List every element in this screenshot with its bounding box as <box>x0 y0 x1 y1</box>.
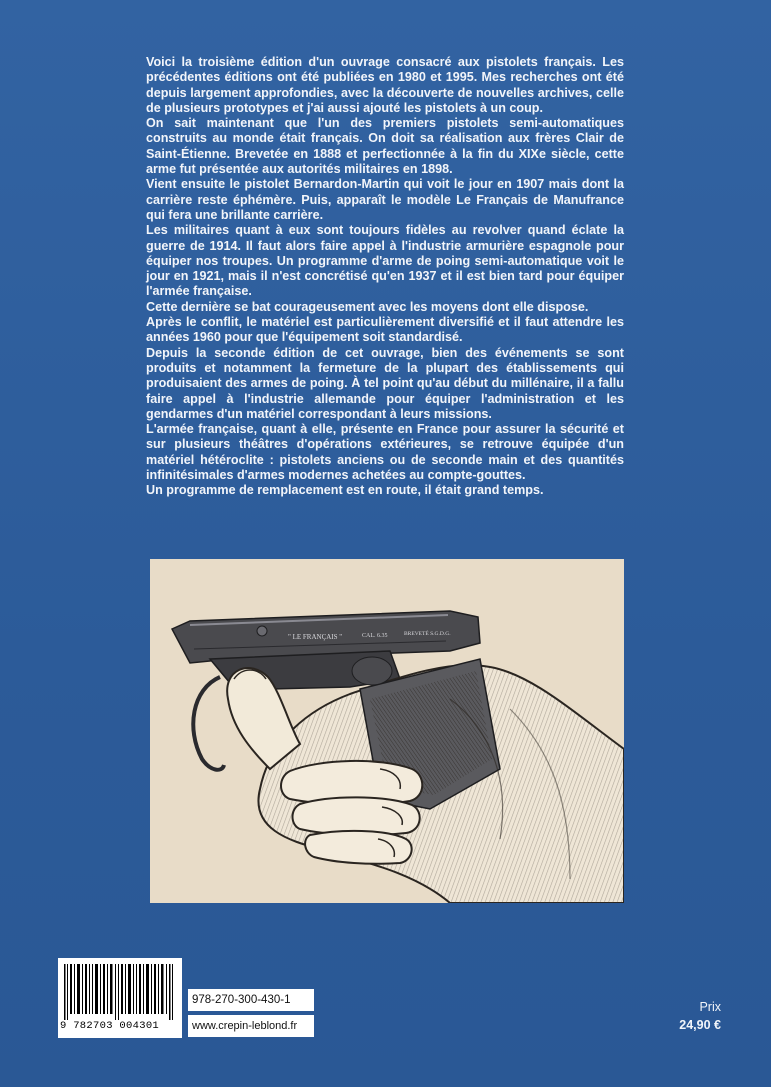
blurb-paragraph: Cette dernière se bat courageusement avec les moyens dont elle dispose. <box>146 299 589 314</box>
publisher-website: www.crepin-leblond.fr <box>188 1015 314 1037</box>
barcode <box>58 958 182 1038</box>
blurb-paragraph: Après le conflit, le matériel est particulièrement diversifié et il faut attendre les années 1960 pour que l'équipement soit standardisé. <box>146 315 624 345</box>
blurb-paragraph: Vient ensuite le pistolet Bernardon-Martin qui voit le jour en 1907 mais dont la carrière reste éphémère. Puis, apparaît le modèle Le Français de Manufrance qui fera une brillante carrière. <box>146 177 624 222</box>
blurb-paragraph: Depuis la seconde édition de cet ouvrage, bien des événements se sont produits et notamment la fermeture de la plupart des établissements qui produisaient des armes de poing. À tel point qu'au début du millénaire, il a fallu faire appel à l'industrie allemande pour équiper l'administration et les gendarmes d'un matériel correspondant à leurs missions. <box>146 345 624 421</box>
blurb-paragraph: L'armée française, quant à elle, présente en France pour assurer la sécurité et sur plusieurs théâtres d'opérations extérieures, se retrouve équipée d'un matériel hétéroclite : pistolets anciens ou de seconde main et des quantités infinitésimales d'armes modernes achetées au compte-gouttes. <box>146 422 624 483</box>
blurb-paragraph: Les militaires quant à eux sont toujours fidèles au revolver quand éclate la guerre de 1914. Il faut alors faire appel à l'industrie armurière espagnole pour équiper nos troupes. Un programme d'arme de poing semi-automatique voit le jour en 1921, mais il n'est concrétisé qu'en 1937 et il est bien tard pour équiper l'armée française. <box>146 223 624 299</box>
pistol-engraving <box>150 559 624 903</box>
slide-engraving: " LE FRANÇAIS " <box>288 633 343 641</box>
back-cover-blurb <box>146 55 624 499</box>
hand-holding-pistol-illustration <box>150 559 624 903</box>
blurb-paragraph: On sait maintenant que l'un des premiers pistolets semi-automatiques construits au monde était français. On doit sa réalisation aux frères Clair de Saint-Étienne. Brevetée en 1888 et perfectionnée à la fin du XIXe siècle, cette arme fut présentée aux autorités militaires en 1898. <box>146 116 624 177</box>
blurb-paragraph: Voici la troisième édition d'un ouvrage consacré aux pistolets français. Les précédentes éditions ont été publiées en 1980 et 1995. Mes recherches ont été depuis largement approfondies, avec la découverte de nouvelles archives, celle de plusieurs prototypes et j'ai aussi ajouté les pistolets à un coup. <box>146 55 624 115</box>
caliber-engraving: CAL. 6.35 <box>362 633 388 639</box>
barcode-bars <box>62 964 178 1020</box>
patent-engraving: BREVETÉ S.G.D.G. <box>404 631 451 637</box>
barcode-digits: 9 782703 004301 <box>60 1020 160 1032</box>
price-amount: 24,90 € <box>679 1018 721 1032</box>
blurb-paragraph: Un programme de remplacement est en route, il était grand temps. <box>146 483 544 498</box>
price-block <box>641 998 721 1034</box>
price-label: Prix <box>699 1000 721 1014</box>
isbn-label: 978-270-300-430-1 <box>188 989 314 1011</box>
